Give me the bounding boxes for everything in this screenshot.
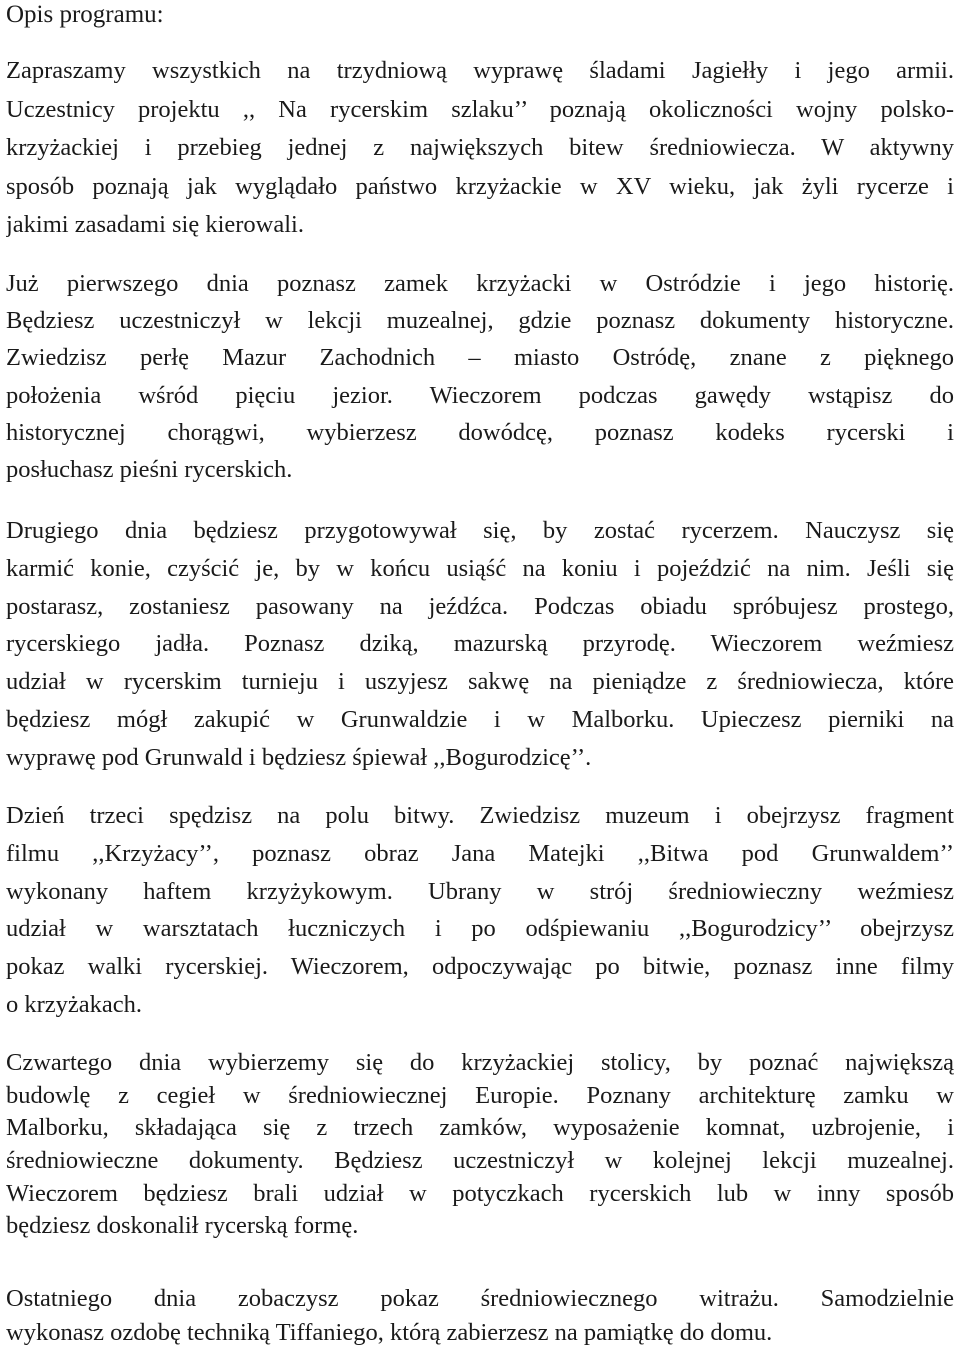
text-line: udział w rycerskim turnieju i uszyjesz sakwę na pieniądze z średniowiecza, które [6, 668, 954, 696]
document-heading: Opis programu: [6, 1, 164, 28]
text-line: filmu ,,Krzyżacy’’, poznasz obraz Jana Matejki ,,Bitwa pod Grunwaldem’’ [6, 839, 954, 867]
text-line: udział w warsztatach łuczniczych i po odśpiewaniu ,,Bogurodzicy’’ obejrzysz [6, 915, 954, 943]
paragraph-day-four [6, 1047, 954, 1243]
text-line: budowlę z cegieł w średniowiecznej Europie. Poznany architekturę zamku w [6, 1081, 954, 1109]
text-line: o krzyżakach. [6, 990, 143, 1018]
text-line: średniowieczne dokumenty. Będziesz uczestniczył w kolejnej lekcji muzealnej. [6, 1147, 954, 1175]
text-line: jakimi zasadami się kierowali. [6, 211, 304, 238]
text-line: Drugiego dnia będziesz przygotowywał się, by zostać rycerzem. Nauczysz się [6, 517, 954, 544]
text-line: będziesz doskonalił rycerską formę. [6, 1212, 359, 1240]
text-line: karmić konie, czyścić je, by w końcu usiąść na koniu i pojeździć na nim. Jeśli się [6, 554, 954, 582]
paragraph-last-day [6, 1282, 954, 1350]
text-line: rycerskiego jadła. Poznasz dziką, mazurską przyrodę. Wieczorem weźmiesz [6, 630, 954, 658]
text-line: krzyżackiej i przebieg jednej z największych bitew średniowiecza. W aktywny [6, 134, 954, 161]
text-line: Malborku, składająca się z trzech zamków, wyposażenie komnat, uzbrojenie, i [6, 1114, 954, 1142]
paragraph-day-one [6, 265, 954, 488]
text-line: historycznej chorągwi, wybierzesz dowódcę, poznasz kodeks rycerski i [6, 418, 954, 446]
text-line: posłuchasz pieśni rycerskich. [6, 455, 293, 483]
document-page [6, 0, 954, 1349]
text-line: wyprawę pod Grunwald i będziesz śpiewał ,,Bogurodzicę’’. [6, 743, 592, 771]
paragraph-intro [6, 52, 954, 245]
text-line: Dzień trzeci spędzisz na polu bitwy. Zwiedzisz muzeum i obejrzysz fragment [6, 802, 954, 829]
text-line: będziesz mógł zakupić w Grunwaldzie i w Malborku. Upieczesz pierniki na [6, 705, 954, 733]
text-line: wykonany haftem krzyżykowym. Ubrany w strój średniowieczny weźmiesz [6, 877, 954, 905]
text-line: Będziesz uczestniczył w lekcji muzealnej, gdzie poznasz dokumenty historyczne. [6, 307, 954, 335]
text-line: Wieczorem będziesz brali udział w potyczkach rycerskich lub w inny sposób [6, 1179, 954, 1207]
text-line: Zwiedzisz perłę Mazur Zachodnich – miasto Ostródę, znane z pięknego [6, 344, 954, 372]
text-line: Już pierwszego dnia poznasz zamek krzyżacki w Ostródzie i jego historię. [6, 270, 954, 297]
text-line: Zapraszamy wszystkich na trzydniową wyprawę śladami Jagiełły i jego armii. [6, 57, 954, 84]
text-line: pokaz walki rycerskiej. Wieczorem, odpoczywając po bitwie, poznasz inne filmy [6, 953, 954, 981]
text-line: postarasz, zostaniesz pasowany na jeźdźca. Podczas obiadu spróbujesz prostego, [6, 592, 954, 620]
text-line: Uczestnicy projektu ,, Na rycerskim szlaku’’ poznają okoliczności wojny polsko- [6, 95, 954, 123]
text-line: wykonasz ozdobę techniką Tiffaniego, którą zabierzesz na pamiątkę do domu. [6, 1319, 773, 1346]
paragraph-day-two [6, 512, 954, 777]
text-line: Ostatniego dnia zobaczysz pokaz średniowiecznego witrażu. Samodzielnie [6, 1285, 954, 1312]
text-line: położenia wśród pięciu jezior. Wieczorem podczas gawędy wstąpisz do [6, 381, 954, 409]
text-line: sposób poznają jak wyglądało państwo krzyżackie w XV wieku, jak żyli rycerze i [6, 172, 954, 200]
text-line: Czwartego dnia wybierzemy się do krzyżackiej stolicy, by poznać największą [6, 1049, 954, 1076]
paragraph-day-three [6, 797, 954, 1024]
